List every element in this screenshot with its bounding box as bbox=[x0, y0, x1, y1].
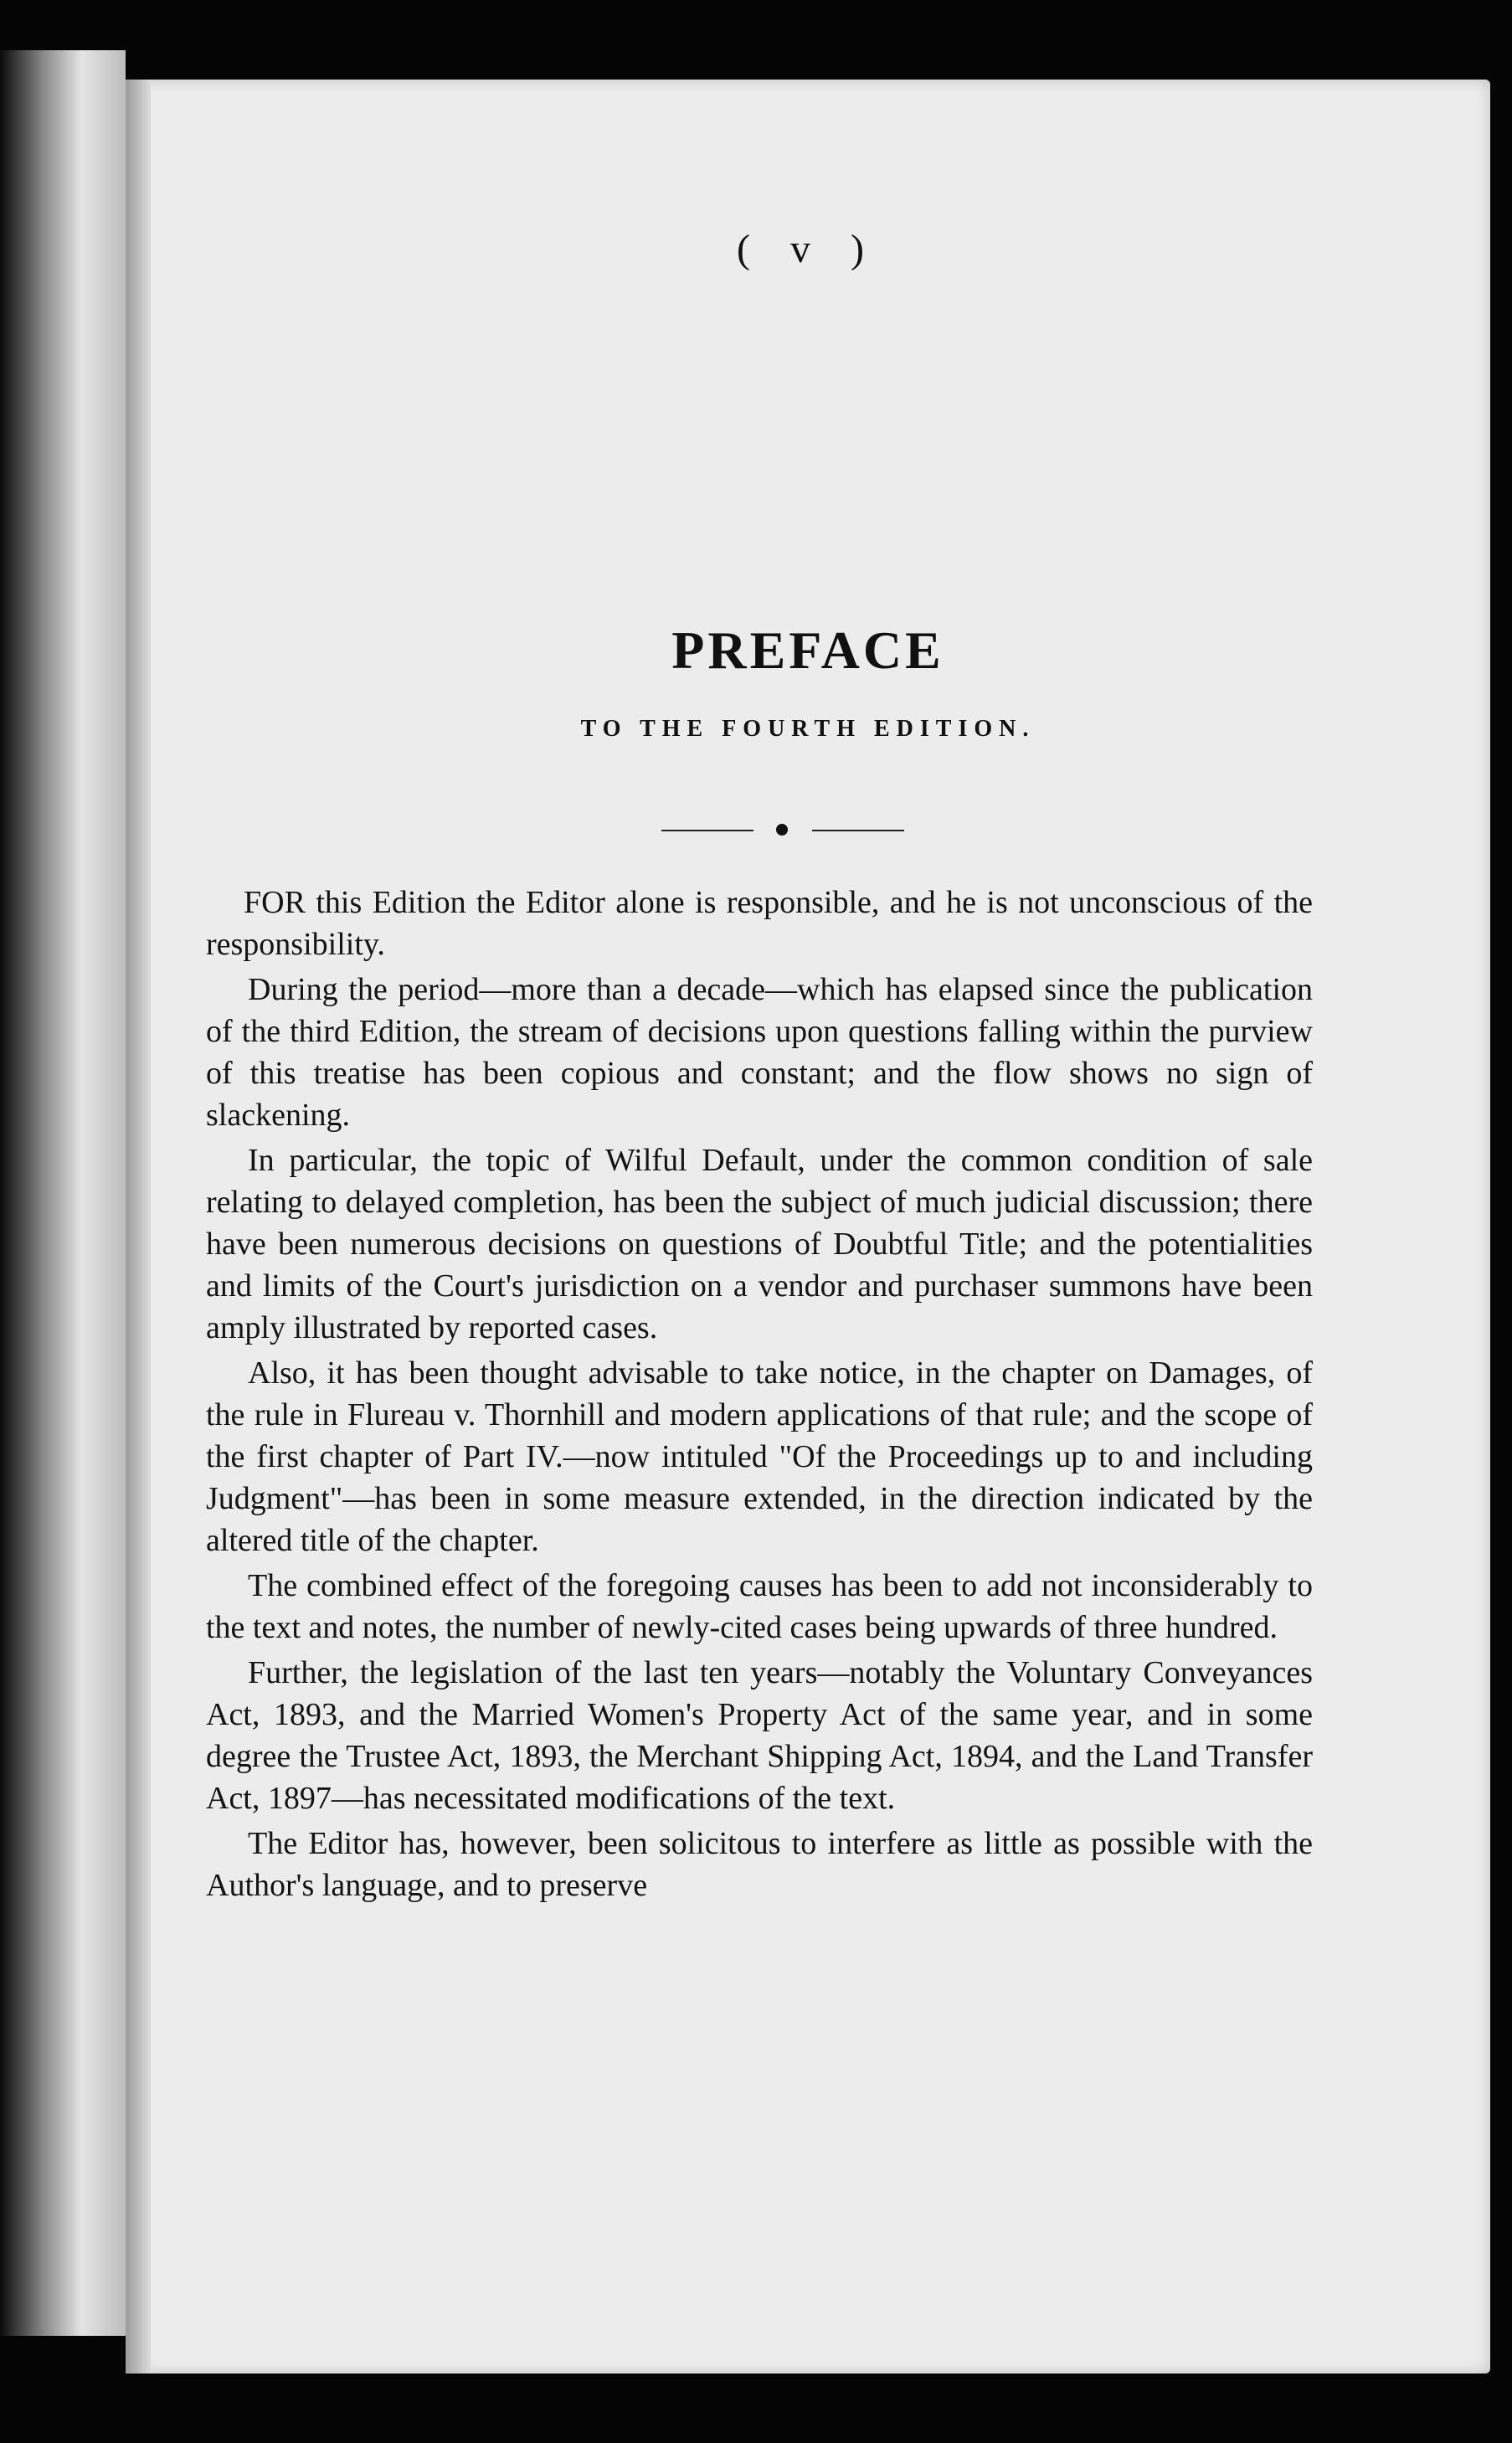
paragraph: The Editor has, however, been solicitous to interfere as little as possible with the Author's language, and to preserve bbox=[206, 1826, 1313, 1903]
preface-body bbox=[206, 882, 1313, 1910]
paragraph: During the period—more than a decade—which has elapsed since the publication of the third Edition, the stream of decisions upon questions falling within the purview of this treatise has been copious and constant; and the flow shows no sign of slackening. bbox=[206, 972, 1313, 1133]
page-gutter bbox=[126, 80, 151, 2374]
page-subtitle: TO THE FOURTH EDITION. bbox=[580, 716, 1036, 742]
divider-rule-right bbox=[812, 830, 904, 831]
paragraph: Also, it has been thought advisable to take notice, in the chapter on Damages, of the rule in Flureau v. Thornhill and modern applications of that rule; and the scope of the first chapter of Part IV.—now intituled "Of the Proceedings up to and including Judgment"—has been in some measure extended, in the direction indicated by the altered title of the chapter. bbox=[206, 1355, 1313, 1558]
paragraph: In particular, the topic of Wilful Default, under the common condition of sale relating to delayed completion, has been the subject of much judicial discussion; there have been numerous decisions on questions of Doubtful Title; and the potentialities and limits of the Court's jurisdiction on a vendor and purchaser summons have been amply illustrated by reported cases. bbox=[206, 1143, 1313, 1345]
divider-rule-left bbox=[661, 830, 753, 831]
paragraph: Further, the legislation of the last ten years—notably the Voluntary Conveyances Act, 1893, and the Married Women's Property Act of the same year, and in some degree the Trustee Act, 1893, the Merchant Shipping Act, 1894, and the Land Transfer Act, 1897—has necessitated modifications of the text. bbox=[206, 1655, 1313, 1816]
ornamental-divider bbox=[661, 829, 904, 832]
divider-dot bbox=[776, 824, 788, 836]
book-page bbox=[126, 80, 1490, 2374]
page-number: ( v ) bbox=[737, 227, 879, 271]
facing-page-edge bbox=[0, 50, 126, 2336]
paragraph: FOR this Edition the Editor alone is responsible, and he is not unconscious of the responsibility. bbox=[206, 885, 1313, 962]
paragraph: The combined effect of the foregoing causes has been to add not inconsiderably to the text and notes, the number of newly-cited cases being upwards of three hundred. bbox=[206, 1568, 1313, 1645]
page-title: PREFACE bbox=[671, 620, 944, 680]
